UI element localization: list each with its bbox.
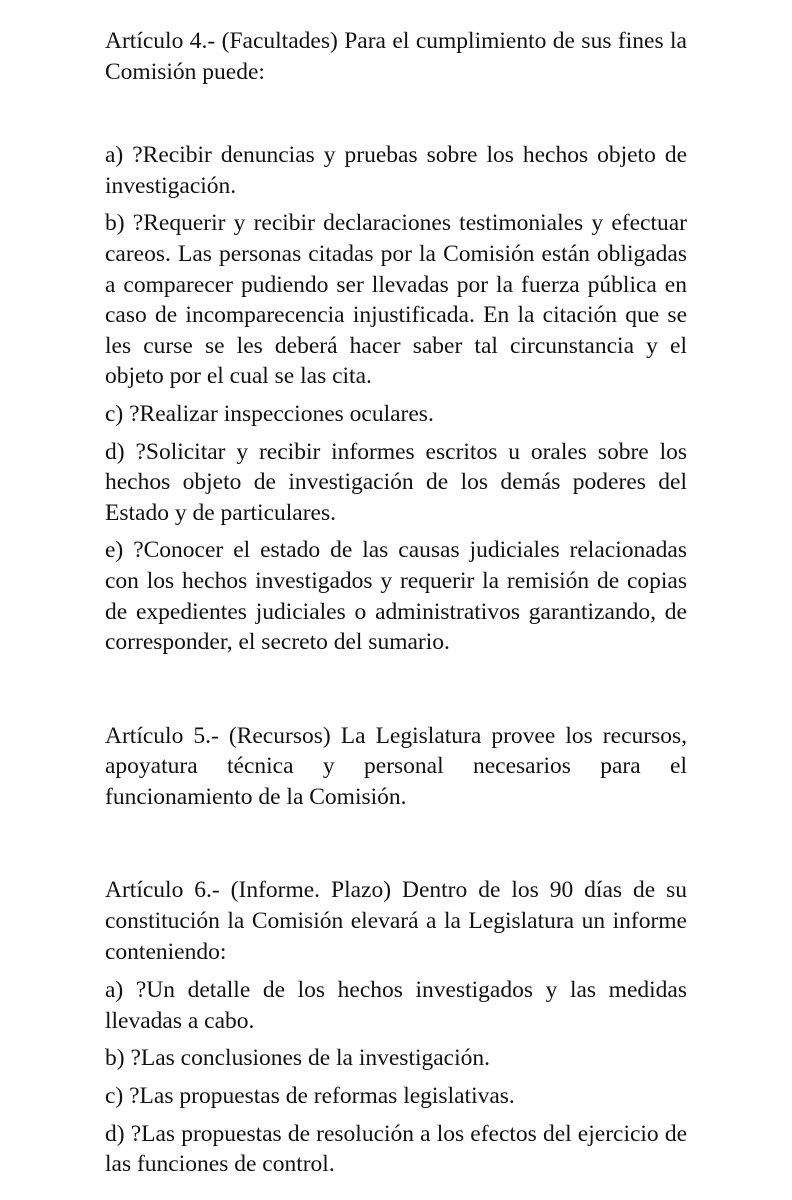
spacer (105, 967, 687, 975)
article-4-item-a: a) ?Recibir denuncias y pruebas sobre los hechos objeto de investigación. (105, 142, 687, 199)
article-4-items (105, 140, 687, 658)
article-4-item-c: c) ?Realizar inspecciones oculares. (105, 400, 434, 427)
article-6 (105, 875, 687, 1179)
article-5 (105, 721, 687, 813)
article-4-item-e: e) ?Conocer el estado de las causas judiciales relacionadas con los hechos investigados y requerir la remisión de copias de expedientes judiciales o administrativos garantizando, de corresponder, el secreto del sumario. (105, 537, 687, 656)
article-6-items (105, 975, 687, 1180)
article-6-item-b: b) ?Las conclusiones de la investigación. (105, 1045, 491, 1072)
article-4 (105, 26, 687, 658)
article-6-item-a: a) ?Un detalle de los hechos investigados y las medidas llevadas a cabo. (105, 977, 687, 1034)
article-6-item-c: c) ?Las propuestas de reformas legislativas. (105, 1083, 515, 1110)
article-6-intro: Artículo 6.- (Informe. Plazo) Dentro de los 90 días de su constitución la Comisión elevará a la Legislatura un informe conteniendo: (105, 877, 687, 965)
article-4-item-b: b) ?Requerir y recibir declaraciones testimoniales y efectuar careos. Las personas citadas por la Comisión están obligadas a comparecer pudiendo ser llevadas por la fuerza pública en caso de incomparecencia injustificada. En la citación que se les curse se les deberá hacer saber tal circunstancia y el objeto por el cual se las cita. (105, 210, 687, 390)
spacer (105, 87, 687, 140)
article-5-text: Artículo 5.- (Recursos) La Legislatura provee los recursos, apoyatura técnica y personal necesarios para el funcionamiento de la Comisión. (105, 722, 687, 810)
spacer (105, 658, 687, 721)
article-6-item-d: d) ?Las propuestas de resolución a los efectos del ejercicio de las funciones de control. (105, 1120, 687, 1178)
article-4-intro: Artículo 4.- (Facultades) Para el cumplimiento de sus fines la Comisión puede: (105, 28, 687, 85)
article-4-item-d: d) ?Solicitar y recibir informes escritos u orales sobre los hechos objeto de investigación de los demás poderes del Estado y de particulares. (105, 438, 687, 526)
spacer (105, 812, 687, 875)
